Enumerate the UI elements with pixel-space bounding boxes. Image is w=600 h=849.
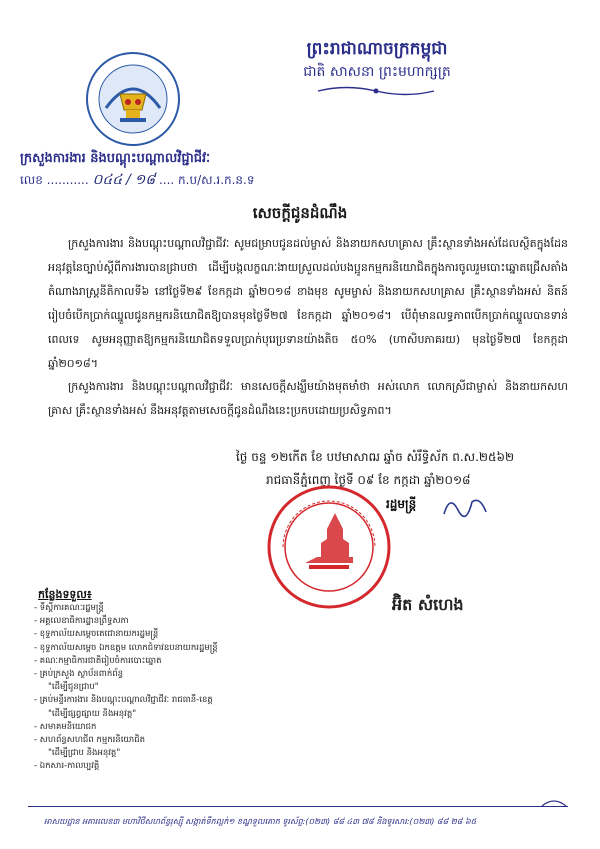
recipients-list <box>34 602 218 774</box>
reference-suffix: ក.ប/ស.រ.ក.ន.ទ <box>178 173 255 187</box>
handwritten-signature <box>440 492 490 522</box>
body-paragraph-1: ក្រសួងការងារ និងបណ្តុះបណ្តាលវិជ្ជាជីវៈ សូមជម្រាបជូនដល់ម្ចាស់ និងនាយកសហគ្រាស គ្រឹះស្ថានទាំងអស់ដែលស្ថិតក្នុងដែនអនុវត្តនៃច្បាប់ស្តីពីការងារបានជ្រាបថា ដើម្បីបង្កលក្ខណៈងាយស្រួលដល់បងប្អូនកម្មករនិយោជិតក្នុងការចូលរួមបោះឆ្នោតជ្រើសតាំងតំណាងរាស្ត្រនីតិកាលទី៦ នៅថ្ងៃទី២៩ ខែកក្កដា ឆ្នាំ២០១៨ ខាងមុខ សូមម្ចាស់ និងនាយកសហគ្រាស គ្រឹះស្ថានទាំងអស់ និតន៍រៀបចំបើកប្រាក់ឈ្នួលជូនកម្មករនិយោជិតឱ្យបានមុនថ្ងៃទី២៧ ខែកក្កដា ឆ្នាំ២០១៨។ បើពុំមានលទ្ធភាពបើកប្រាក់ឈ្នួលបានទាន់ពេលទេ សូមអនុញ្ញាតឱ្យកម្មករនិយោជិតទទួលប្រាក់បុរេប្រទានយ៉ាងតិច ៥០% (ហាសិបភាគរយ) មុនថ្ងៃទី២៧ ខែកក្កដា ឆ្នាំ២០១៨។ <box>48 237 568 370</box>
reference-label: លេខ <box>20 173 43 187</box>
motto-ornament <box>316 84 436 98</box>
reference-line: លេខ ........... ០៤៤ / ១៨ .... ក.ប/ស.រ.ក.ន.ទ <box>20 172 255 188</box>
notice-title: សេចក្តីជូនដំណឹង <box>252 204 348 222</box>
reference-year: ១៨ <box>134 172 156 188</box>
recipient-item: - សមាគមនិយោជក <box>34 721 97 732</box>
footer-ornament <box>540 796 568 810</box>
kingdom-heading: ព្រះរាជាណាចក្រកម្ពុជា <box>306 39 448 59</box>
body-paragraph-2: ក្រសួងការងារ និងបណ្តុះបណ្តាលវិជ្ជាជីវៈ មានសេចក្តីសង្ឃឹមយ៉ាងមុតមាំថា អស់លោក លោកស្រីជាម្ចាស់ និងនាយកសហគ្រាស គ្រឹះស្ថានទាំងអស់ នឹងអនុវត្តតាមសេចក្តីជូនដំណឹងនេះប្រកបដោយប្រសិទ្ធភាព។ <box>48 380 568 417</box>
reference-number: ០៤៤ <box>92 172 123 188</box>
recipient-item: - គ្រប់ក្រសួង ស្ថាប័នពាក់ព័ន្ធ <box>34 669 124 680</box>
recipients-title: កន្លែងទទួល៖ <box>38 588 92 601</box>
signatory-name: អ៊ិត សំហេង <box>392 595 464 614</box>
recipient-item: - ទីស្តីការគណៈរដ្ឋមន្ត្រី <box>34 603 104 613</box>
recipient-item: - អគ្គលេខាធិការដ្ឋានព្រឹទ្ធសភា <box>34 616 129 627</box>
recipient-item: - ខុទ្ទកាល័យសម្តេច ឯកឧត្តម លោកជំទាវឧបនាយករដ្ឋមន្ត្រី <box>34 642 218 653</box>
national-motto: ជាតិ សាសនា ព្រះមហាក្សត្រ <box>303 64 451 80</box>
recipient-item: - ឯកសារ-កាលប្បវត្តិ <box>34 761 100 772</box>
footer-address: អាសយដ្ឋាន អគារលេខ៣ មហាវិថីសហព័ន្ធរុស្ស៊ី សង្កាត់ទឹកល្អក់១ ខណ្ឌទួលគោក ទូរស័ព្ទ:(០២៣) ៨៨ ៤៣ ៧៨ និងទូរសារ:(០២៣) ៨៨ ២៨ ៦៥ <box>44 817 477 826</box>
recipient-item: "ដើម្បីជូនជ្រាប" <box>48 682 99 693</box>
recipient-item: "ដើម្បីជ្រាប និងអនុវត្ត" <box>48 748 121 759</box>
ministry-name: ក្រសួងការងារ និងបណ្តុះបណ្តាលវិជ្ជាជីវៈ <box>20 151 211 166</box>
recipient-item: - គណៈកម្មាធិការជាតិរៀបចំការបោះឆ្នោត <box>34 655 162 666</box>
recipient-item: - គ្រប់មន្ទីរការងារ និងបណ្តុះបណ្តាលវិជ្ជាជីវៈ រាជធានី-ខេត្ត <box>34 695 213 706</box>
official-seal-icon <box>265 483 393 611</box>
solar-date: រាជធានីភ្នំពេញ ថ្ងៃទី ០៩ ខែ កក្កដា ឆ្នាំ២០១៨ <box>266 473 471 487</box>
recipient-item: - ខុទ្ទកាល័យសម្តេចតេជោនាយករដ្ឋមន្ត្រី <box>34 629 159 640</box>
recipient-item: "ដើម្បីផ្សព្វផ្សាយ និងអនុវត្ត" <box>48 708 137 719</box>
recipient-item: - សហព័ន្ធសហជីព កម្មករនិយោជិត <box>34 735 145 746</box>
lunar-date: ថ្ងៃ ចន្ទ ១២កើត ខែ បឋមាសាឍ ឆ្នាំច សំរឹទ្ធិស័ក ព.ស.២៥៦២ <box>236 450 515 464</box>
footer-divider <box>28 806 568 807</box>
signatory-title: រដ្ឋមន្ត្រី <box>386 497 417 511</box>
ministry-logo-icon <box>84 50 182 148</box>
